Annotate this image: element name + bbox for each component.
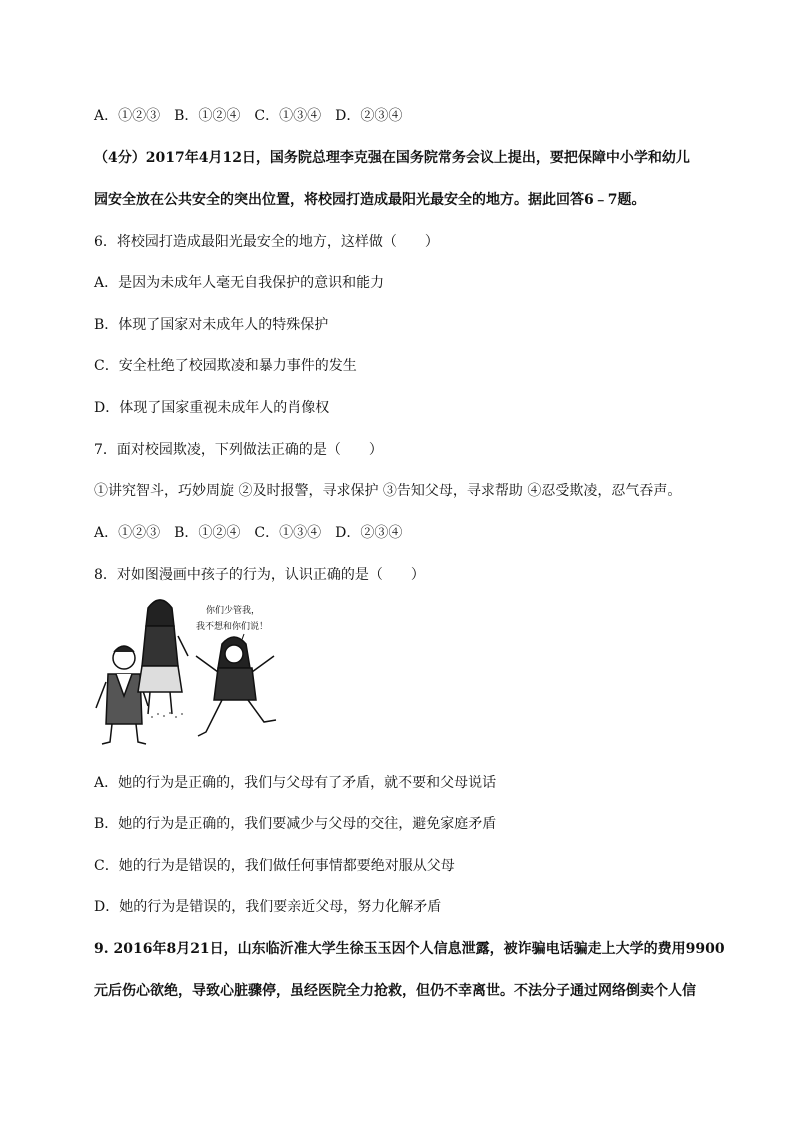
material-intro-line2: 园安全放在公共安全的突出位置，将校园打造成最阳光最安全的地方。据此回答6﹣7题。 [94,192,646,208]
q8-stem: 8．对如图漫画中孩子的行为，认识正确的是（ ） [94,567,425,583]
q6-option-a: A．是因为未成年人毫无自我保护的意识和能力 [94,275,385,291]
q7-options: A．①②③ B．①②④ C．①③④ D．②③④ [94,525,403,541]
q9-stem-line2: 元后伤心欲绝，导致心脏骤停，虽经医院全力抢救，但仍不幸离世。不法分子通过网络倒卖个人信 [94,983,696,999]
q6-option-c: C．安全杜绝了校园欺凌和暴力事件的发生 [94,358,357,374]
father-figure [96,646,148,744]
q7-stem: 7．面对校园欺凌，下列做法正确的是（ ） [94,442,383,458]
q6-option-d: D．体现了国家重视未成年人的肖像权 [94,400,330,416]
q5-options: A．①②③ B．①②④ C．①③④ D．②③④ [94,108,403,124]
q6-stem: 6．将校园打造成最阳光最安全的地方，这样做（ ） [94,234,439,250]
q7-statements: ①讲究智斗，巧妙周旋 ②及时报警，寻求保护 ③告知父母，寻求帮助 ④忍受欺凌，忍气吞声。 [94,483,682,499]
speech-line-1: 你们少管我， [206,606,261,616]
q8-option-c: C．她的行为是错误的，我们做任何事情都要绝对服从父母 [94,858,455,874]
q6-option-b: B．体现了国家对未成年人的特殊保护 [94,317,329,333]
material-intro-line1: （4分）2017年4月12日，国务院总理李克强在国务院常务会议上提出，要把保障中小学和幼儿 [94,150,690,166]
cartoon-illustration [94,596,294,746]
q8-option-d: D．她的行为是错误的，我们要亲近父母，努力化解矛盾 [94,899,442,915]
girl-figure [196,637,276,736]
ground-shading [151,712,183,718]
speech-line-2: 我不想和你们说！ [196,622,269,632]
q8-option-b: B．她的行为是正确的，我们要减少与父母的交往，避免家庭矛盾 [94,816,497,832]
q9-stem-line1: 9. 2016年8月21日，山东临沂准大学生徐玉玉因个人信息泄露，被诈骗电话骗走上大学的费用9900 [94,941,725,957]
q8-option-a: A．她的行为是正确的，我们与父母有了矛盾，就不要和父母说话 [94,775,497,791]
